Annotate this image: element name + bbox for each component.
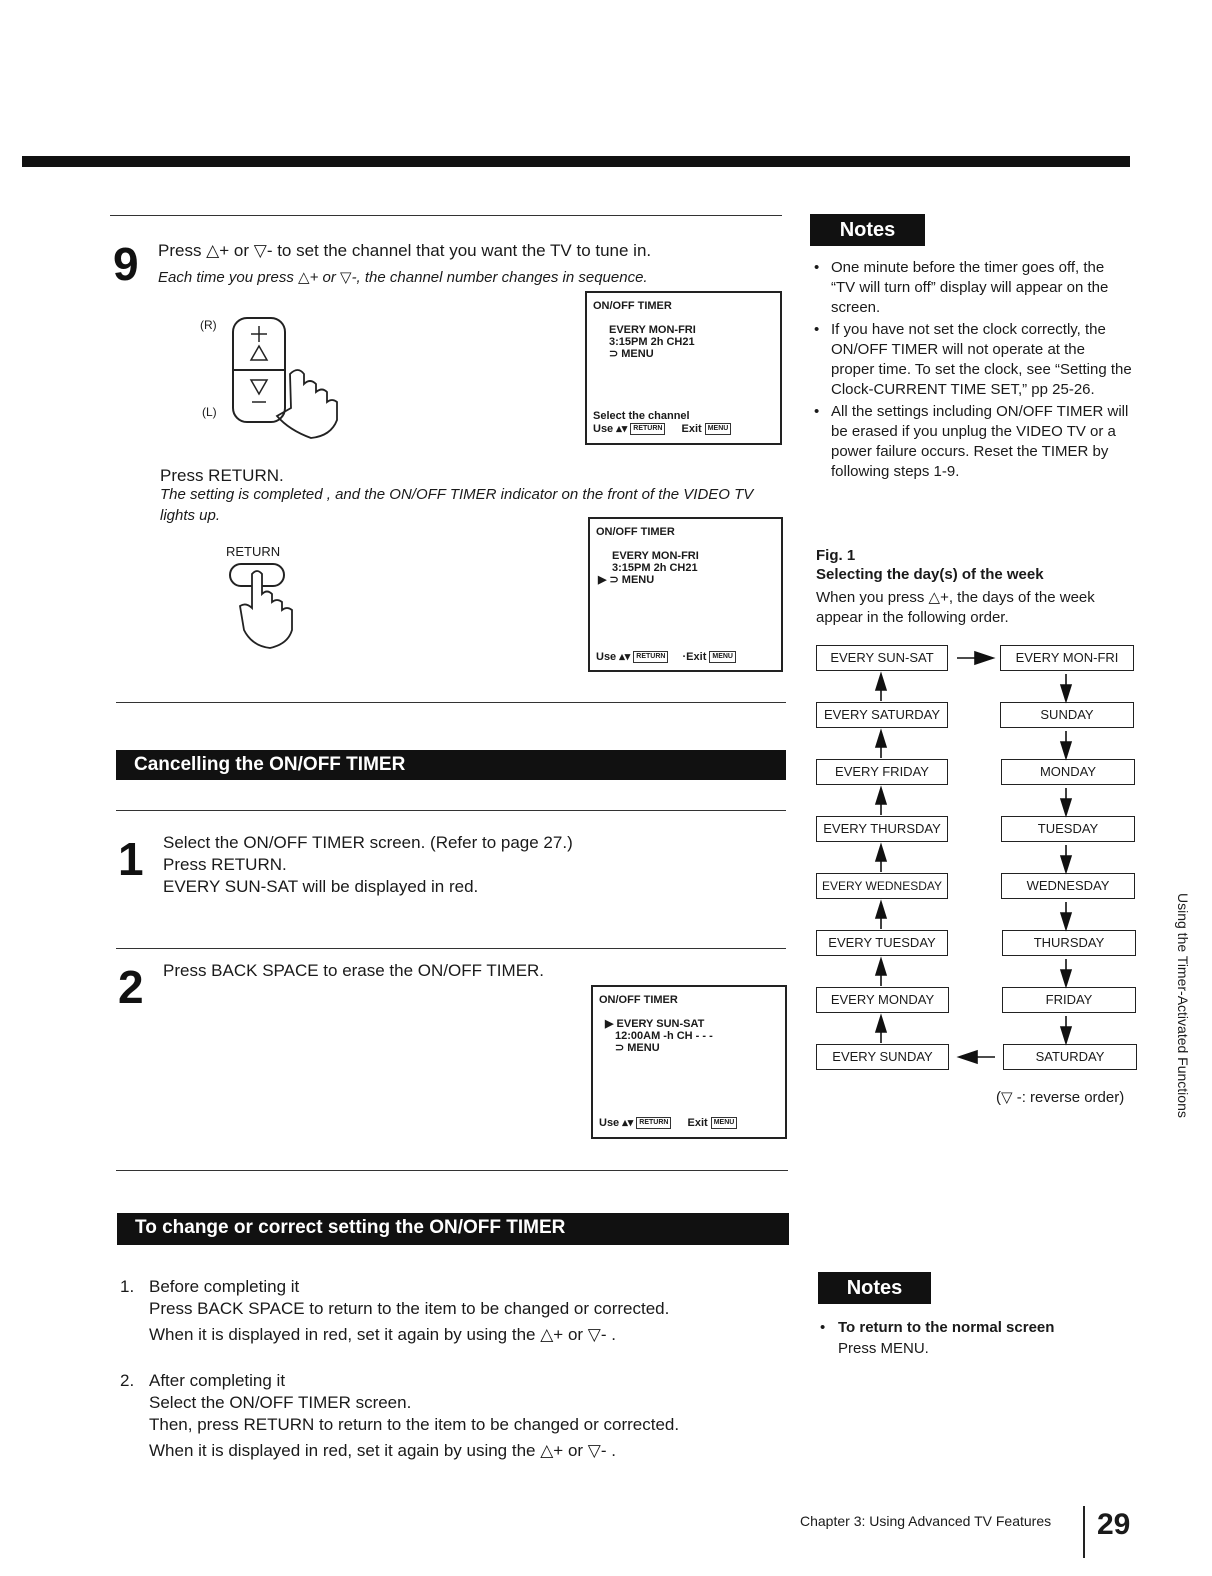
footer-chapter: Chapter 3: Using Advanced TV Features — [800, 1513, 1052, 1529]
screen-line: 3:15PM 2h CH21 — [609, 336, 695, 348]
screen-title: ON/OFF TIMER — [599, 994, 678, 1006]
day-box: EVERY SATURDAY — [816, 702, 948, 728]
screen-line: ⊃ MENU — [615, 1042, 660, 1054]
text-line: Select the ON/OFF TIMER screen. (Refer to page 27.) — [163, 833, 573, 852]
day-box: EVERY WEDNESDAY — [816, 873, 948, 899]
down-arrow-icon — [1061, 845, 1071, 872]
section-banner-change: To change or correct setting the ON/OFF TIMER — [117, 1213, 789, 1245]
down-arrow-icon — [1061, 902, 1071, 929]
day-box: TUESDAY — [1001, 816, 1135, 842]
screen-line: 3:15PM 2h CH21 — [612, 562, 698, 574]
menu-key: MENU — [709, 651, 736, 663]
day-box: MONDAY — [1001, 759, 1135, 785]
left-arrow-icon — [959, 1051, 995, 1063]
up-arrow-icon — [876, 959, 886, 986]
screen-line: 12:00AM -h CH - - - — [615, 1030, 713, 1042]
text-line: Select the ON/OFF TIMER screen. — [149, 1393, 412, 1412]
screen-line: EVERY MON-FRI — [609, 324, 696, 336]
section-banner-cancel: Cancelling the ON/OFF TIMER — [116, 750, 786, 780]
screen-use: Use ▴▾ — [596, 650, 631, 663]
screen-exit: Exit — [687, 1116, 708, 1129]
note-text: One minute before the timer goes off, the “TV will turn off” display will appear on the screen. — [831, 259, 1109, 316]
day-box: EVERY SUNDAY — [816, 1044, 949, 1070]
text-line: When it is displayed in red, set it again by using the △+ or ▽- . — [149, 1441, 616, 1460]
notes-heading: Notes — [810, 214, 925, 246]
step-number: 9 — [113, 238, 139, 290]
note-text: If you have not set the clock correctly, the ON/OFF TIMER will not operate at the proper time. To set the clock, see “Setting the Clock-CURRENT TIME SET,” pp 25-26. — [831, 321, 1132, 398]
cancel-step2-text: Press BACK SPACE to erase the ON/OFF TIMER. — [163, 961, 545, 980]
day-box: THURSDAY — [1002, 930, 1136, 956]
day-box: SUNDAY — [1000, 702, 1134, 728]
screen-line: ▶ EVERY SUN-SAT — [605, 1018, 705, 1030]
return-key: RETURN — [630, 423, 665, 435]
day-box: FRIDAY — [1002, 987, 1136, 1013]
day-box: EVERY TUESDAY — [816, 930, 948, 956]
text-line: EVERY SUN-SAT will be displayed in red. — [163, 877, 479, 896]
day-box: EVERY MON-FRI — [1000, 645, 1134, 671]
step-instruction: Press △+ or ▽- to set the channel that you want the TV to tune in. — [158, 241, 652, 260]
figure-description: When you press △+, the days of the week appear in the following order. — [816, 589, 1095, 626]
text-line: Then, press RETURN to return to the item to be changed or corrected. — [149, 1415, 680, 1434]
screen-prompt: Select the channel — [593, 410, 690, 422]
return-key: RETURN — [636, 1117, 671, 1129]
return-label: RETURN — [226, 544, 281, 559]
remote-label-r: (R) — [200, 318, 217, 332]
footer-divider — [1083, 1506, 1085, 1558]
step-number: 2 — [118, 961, 144, 1013]
text-line: Press RETURN. — [163, 855, 287, 874]
down-arrow-icon — [1061, 959, 1071, 986]
screen-exit: ·Exit — [682, 650, 707, 663]
figure-title: Selecting the day(s) of the week — [816, 566, 1044, 583]
up-arrow-icon — [876, 788, 886, 815]
change-item-number: 2. — [120, 1371, 135, 1390]
screen-line-text: ⊃ MENU — [609, 574, 655, 586]
step-number: 1 — [118, 833, 144, 885]
return-key: RETURN — [633, 651, 668, 663]
note-item: • One minute before the timer goes off, the “TV will turn off” display will appear on the screen. — [814, 259, 1109, 316]
note-item: • All the settings including ON/OFF TIMER will be erased if you unplug the VIDEO TV or a power failure occurs. Reset the TIMER by following steps 1-9. — [814, 403, 1129, 480]
screen-exit: Exit — [681, 422, 702, 435]
remote-label-l: (L) — [202, 405, 217, 419]
side-chapter-title: Using the Timer-Activated Functions — [1175, 893, 1191, 1118]
screen-use: Use ▴▾ — [593, 422, 628, 435]
step-detail: Each time you press △+ or ▽-, the channel number changes in sequence. — [158, 269, 648, 286]
note-title: To return to the normal screen — [838, 1319, 1055, 1336]
day-box: EVERY FRIDAY — [816, 759, 948, 785]
day-box: SATURDAY — [1003, 1044, 1137, 1070]
up-arrow-icon — [876, 902, 886, 929]
text-line: When it is displayed in red, set it again by using the △+ or ▽- . — [149, 1325, 616, 1344]
return-detail: The setting is completed , and the ON/OFF TIMER indicator on the front of the VIDEO TV lights up. — [160, 486, 754, 524]
text-line: Before completing it — [149, 1277, 300, 1296]
figure-label: Fig. 1 — [816, 547, 856, 564]
reverse-order-note: (▽ -: reverse order) — [996, 1089, 1125, 1106]
screen-line: EVERY MON-FRI — [612, 550, 699, 562]
screen-use: Use ▴▾ — [599, 1116, 634, 1129]
day-box: EVERY SUN-SAT — [816, 645, 948, 671]
screen-title: ON/OFF TIMER — [596, 526, 675, 538]
cursor-icon: ▶ — [598, 574, 610, 586]
day-box: WEDNESDAY — [1001, 873, 1135, 899]
up-arrow-icon — [876, 1016, 886, 1043]
text-line: Press BACK SPACE to return to the item to be changed or corrected. — [149, 1299, 670, 1318]
down-arrow-icon — [1061, 674, 1071, 701]
note-text: Press MENU. — [838, 1340, 929, 1357]
screen-line: ⊃ MENU — [609, 348, 654, 360]
down-arrow-icon — [1061, 731, 1071, 758]
menu-key: MENU — [711, 1117, 738, 1129]
day-box: EVERY THURSDAY — [816, 816, 948, 842]
notes-heading: Notes — [818, 1272, 931, 1304]
up-arrow-icon — [876, 674, 886, 701]
down-arrow-icon — [1061, 1016, 1071, 1043]
screen-title: ON/OFF TIMER — [593, 300, 672, 312]
day-box: EVERY MONDAY — [816, 987, 949, 1013]
change-item-number: 1. — [120, 1277, 135, 1296]
up-arrow-icon — [876, 731, 886, 758]
menu-key: MENU — [705, 423, 732, 435]
right-arrow-icon — [957, 652, 993, 664]
text-line: After completing it — [149, 1371, 286, 1390]
note-text: All the settings including ON/OFF TIMER will be erased if you unplug the VIDEO TV or a power failure occurs. Reset the TIMER by following steps 1-9. — [831, 403, 1129, 480]
return-instruction: Press RETURN. — [160, 466, 284, 485]
note-bullet: • — [820, 1319, 826, 1336]
up-arrow-icon — [876, 845, 886, 872]
page-number: 29 — [1097, 1508, 1131, 1541]
note-item: • If you have not set the clock correctly, the ON/OFF TIMER will not operate at the proper time. To set the clock, see “Setting the Clock-CURRENT TIME SET,” pp 25-26. — [814, 321, 1132, 398]
down-arrow-icon — [1061, 788, 1071, 815]
